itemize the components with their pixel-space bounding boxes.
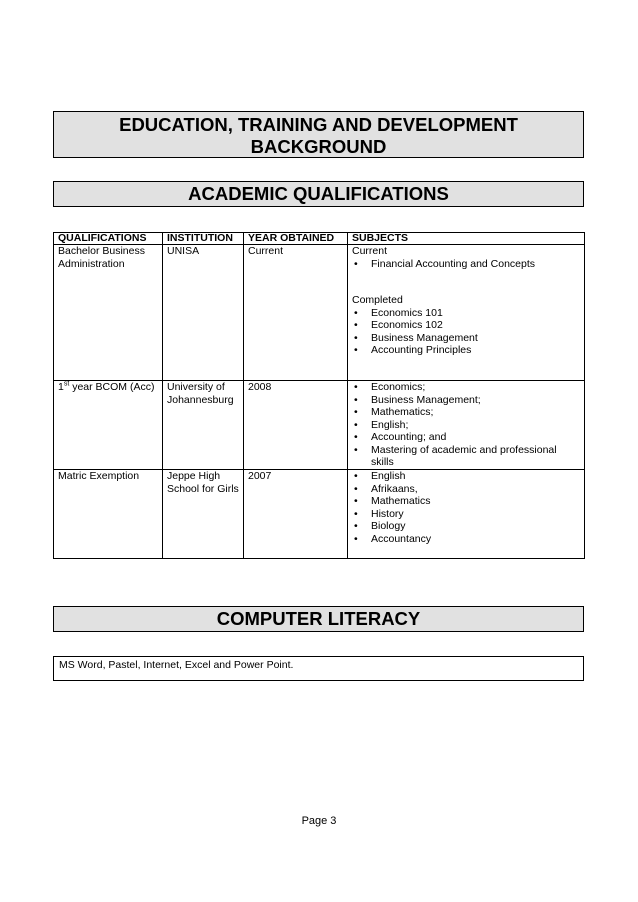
current-label: Current	[352, 245, 388, 257]
list-item: • History	[352, 508, 580, 521]
institution-cell: University of Johannesburg	[163, 381, 244, 470]
list-item: • Accountancy	[352, 533, 580, 546]
header-qualifications: QUALIFICATIONS	[54, 233, 163, 245]
completed-subjects-list	[352, 307, 580, 357]
list-item: • Biology	[352, 520, 580, 533]
list-item: • Business Management	[352, 332, 580, 345]
subjects-list	[352, 381, 580, 469]
completed-label: Completed	[352, 294, 403, 306]
list-item: • Economics 101	[352, 307, 580, 320]
academic-qualifications-banner	[53, 181, 584, 207]
list-item: • Economics 102	[352, 319, 580, 332]
qualification-superscript: st	[63, 380, 70, 388]
academic-qualifications-title: ACADEMIC QUALIFICATIONS	[188, 183, 449, 204]
header-institution: INSTITUTION	[163, 233, 244, 245]
list-item: • Mathematics	[352, 495, 580, 508]
list-item: • Mastering of academic and professional skills	[352, 444, 580, 469]
header-subjects: SUBJECTS	[348, 233, 585, 245]
header-year-obtained: YEAR OBTAINED	[244, 233, 348, 245]
list-item: • Accounting Principles	[352, 344, 580, 357]
qualification-cell	[54, 381, 163, 470]
subjects-list	[352, 470, 580, 545]
year-cell: 2007	[244, 470, 348, 559]
table-header-row	[54, 233, 585, 245]
current-subjects-list	[352, 258, 580, 271]
section-title: EDUCATION, TRAINING AND DEVELOPMENT BACKGROUND	[119, 114, 518, 157]
list-item: • English	[352, 470, 580, 483]
institution-cell: UNISA	[163, 245, 244, 381]
table-row	[54, 245, 585, 381]
list-item: • Afrikaans,	[352, 483, 580, 496]
table-row	[54, 470, 585, 559]
list-item: • Financial Accounting and Concepts	[352, 258, 580, 271]
institution-cell: Jeppe High School for Girls	[163, 470, 244, 559]
list-item: • Accounting; and	[352, 431, 580, 444]
year-cell: 2008	[244, 381, 348, 470]
subjects-cell	[348, 470, 585, 559]
table-row	[54, 381, 585, 470]
section-title-banner	[53, 111, 584, 158]
subjects-cell	[348, 381, 585, 470]
list-item: • English;	[352, 419, 580, 432]
computer-literacy-banner	[53, 606, 584, 632]
computer-literacy-title: COMPUTER LITERACY	[216, 608, 421, 629]
qualification-text: year BCOM (Acc)	[69, 381, 155, 393]
subjects-cell	[348, 245, 585, 381]
qualification-cell: Bachelor Business Administration	[54, 245, 163, 381]
qualification-number: 1	[58, 381, 64, 393]
computer-literacy-box	[53, 656, 584, 681]
list-item: • Business Management;	[352, 394, 580, 407]
list-item: • Economics;	[352, 381, 580, 394]
qualification-cell: Matric Exemption	[54, 470, 163, 559]
list-item: • Mathematics;	[352, 406, 580, 419]
computer-literacy-text: MS Word, Pastel, Internet, Excel and Power Point.	[59, 659, 294, 671]
page-number: Page 3	[301, 815, 337, 827]
year-cell: Current	[244, 245, 348, 381]
qualifications-table	[53, 232, 585, 559]
